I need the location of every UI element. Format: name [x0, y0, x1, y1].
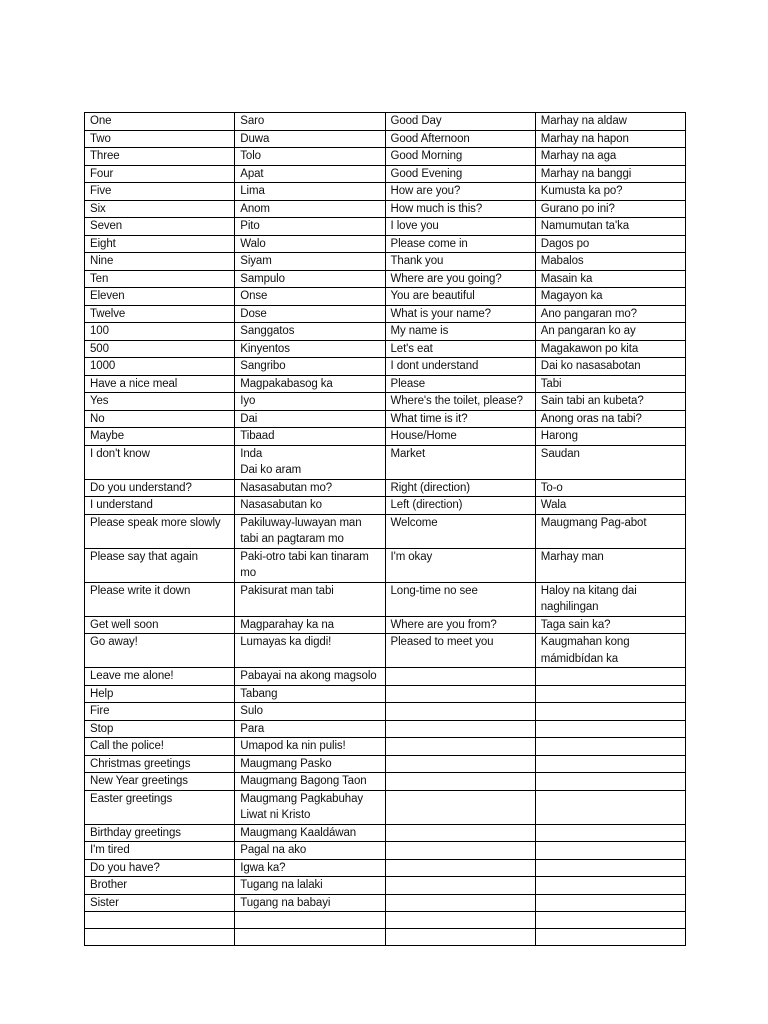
- table-cell: Maugmang Bagong Taon: [235, 773, 385, 791]
- table-cell: Saudan: [535, 445, 685, 479]
- table-cell: Eleven: [85, 288, 235, 306]
- table-cell: Good Evening: [385, 165, 535, 183]
- table-row: [85, 497, 686, 515]
- table-cell: Do you understand?: [85, 479, 235, 497]
- table-row: [85, 393, 686, 411]
- table-row: [85, 288, 686, 306]
- table-cell: [385, 773, 535, 791]
- table-cell: 500: [85, 340, 235, 358]
- table-cell: Fire: [85, 703, 235, 721]
- table-cell: Siyam: [235, 253, 385, 271]
- table-cell: Sanggatos: [235, 323, 385, 341]
- table-cell: Masain ka: [535, 270, 685, 288]
- table-row: [85, 428, 686, 446]
- table-cell: Ten: [85, 270, 235, 288]
- table-row: [85, 200, 686, 218]
- table-cell: To-o: [535, 479, 685, 497]
- table-cell: How much is this?: [385, 200, 535, 218]
- table-cell: Sister: [85, 894, 235, 912]
- table-cell: [535, 790, 685, 824]
- table-row: [85, 755, 686, 773]
- table-row: [85, 113, 686, 131]
- table-row: [85, 323, 686, 341]
- table-row: [85, 130, 686, 148]
- table-cell: [385, 894, 535, 912]
- table-cell: Marhay na hapon: [535, 130, 685, 148]
- table-row: [85, 235, 686, 253]
- table-cell: [385, 685, 535, 703]
- table-cell: [535, 685, 685, 703]
- table-cell: Dai: [235, 410, 385, 428]
- table-cell: Maugmang Pag-abot: [535, 514, 685, 548]
- table-cell: Where are you from?: [385, 616, 535, 634]
- table-cell: [385, 859, 535, 877]
- table-cell: Mabalos: [535, 253, 685, 271]
- table-cell: I'm okay: [385, 548, 535, 582]
- table-row: [85, 668, 686, 686]
- table-cell: Nasasabutan ko: [235, 497, 385, 515]
- table-cell: Two: [85, 130, 235, 148]
- table-cell: Walo: [235, 235, 385, 253]
- table-cell: Five: [85, 183, 235, 201]
- table-row: [85, 148, 686, 166]
- table-cell: Have a nice meal: [85, 375, 235, 393]
- table-row: [85, 929, 686, 946]
- table-cell: [535, 877, 685, 895]
- table-row: [85, 842, 686, 860]
- table-row: [85, 582, 686, 616]
- table-cell: [385, 703, 535, 721]
- table-cell: Please say that again: [85, 548, 235, 582]
- table-cell: [535, 738, 685, 756]
- table-row: [85, 165, 686, 183]
- table-cell: House/Home: [385, 428, 535, 446]
- table-cell: Wala: [535, 497, 685, 515]
- table-cell: Marhay man: [535, 548, 685, 582]
- table-cell: Para: [235, 720, 385, 738]
- table-row: [85, 877, 686, 895]
- table-cell: Kaugmahan kong mámidbídan ka: [535, 634, 685, 668]
- table-cell: Taga sain ka?: [535, 616, 685, 634]
- table-cell: Magpakabasog ka: [235, 375, 385, 393]
- table-cell: Stop: [85, 720, 235, 738]
- table-row: [85, 773, 686, 791]
- table-cell: Pleased to meet you: [385, 634, 535, 668]
- table-cell: [385, 929, 535, 946]
- table-cell: Maybe: [85, 428, 235, 446]
- table-cell: Good Day: [385, 113, 535, 131]
- table-cell: An pangaran ko ay: [535, 323, 685, 341]
- table-row: [85, 738, 686, 756]
- table-row: [85, 410, 686, 428]
- table-cell: Thank you: [385, 253, 535, 271]
- table-cell: Dai ko nasasabotan: [535, 358, 685, 376]
- table-cell: Onse: [235, 288, 385, 306]
- table-cell: [535, 859, 685, 877]
- table-cell: Let's eat: [385, 340, 535, 358]
- table-cell: Nine: [85, 253, 235, 271]
- table-cell: Right (direction): [385, 479, 535, 497]
- table-cell: Seven: [85, 218, 235, 236]
- table-row: [85, 479, 686, 497]
- table-row: [85, 790, 686, 824]
- table-cell: Where's the toilet, please?: [385, 393, 535, 411]
- table-cell: [235, 912, 385, 929]
- table-cell: Three: [85, 148, 235, 166]
- table-cell: Marhay na banggi: [535, 165, 685, 183]
- table-cell: Sangribo: [235, 358, 385, 376]
- table-cell: I understand: [85, 497, 235, 515]
- table-cell: [535, 755, 685, 773]
- phrase-table-body: [85, 113, 686, 946]
- table-cell: Anong oras na tabi?: [535, 410, 685, 428]
- table-cell: Tabi: [535, 375, 685, 393]
- table-cell: Eight: [85, 235, 235, 253]
- table-cell: Tolo: [235, 148, 385, 166]
- table-cell: 100: [85, 323, 235, 341]
- table-cell: Pakiluway-luwayan man tabi an pagtaram mo: [235, 514, 385, 548]
- table-row: [85, 514, 686, 548]
- table-cell: Long-time no see: [385, 582, 535, 616]
- table-cell: Market: [385, 445, 535, 479]
- table-cell: Tugang na lalaki: [235, 877, 385, 895]
- table-cell: You are beautiful: [385, 288, 535, 306]
- table-cell: How are you?: [385, 183, 535, 201]
- table-cell: Magakawon po kita: [535, 340, 685, 358]
- table-cell: Please write it down: [85, 582, 235, 616]
- table-cell: [85, 929, 235, 946]
- table-cell: Maugmang Pagkabuhay Liwat ni Kristo: [235, 790, 385, 824]
- table-row: [85, 358, 686, 376]
- table-cell: [535, 912, 685, 929]
- table-cell: Help: [85, 685, 235, 703]
- table-cell: [385, 842, 535, 860]
- table-row: [85, 253, 686, 271]
- table-cell: Tugang na babayi: [235, 894, 385, 912]
- table-cell: Left (direction): [385, 497, 535, 515]
- table-cell: I'm tired: [85, 842, 235, 860]
- table-cell: [385, 912, 535, 929]
- table-cell: Nasasabutan mo?: [235, 479, 385, 497]
- table-cell: Magparahay ka na: [235, 616, 385, 634]
- table-cell: Tabang: [235, 685, 385, 703]
- table-cell: Magayon ka: [535, 288, 685, 306]
- table-cell: Four: [85, 165, 235, 183]
- table-cell: One: [85, 113, 235, 131]
- table-row: [85, 634, 686, 668]
- table-cell: [385, 668, 535, 686]
- table-cell: Pabayai na akong magsolo: [235, 668, 385, 686]
- table-row: [85, 912, 686, 929]
- table-cell: What time is it?: [385, 410, 535, 428]
- table-row: [85, 616, 686, 634]
- table-cell: Get well soon: [85, 616, 235, 634]
- table-cell: Brother: [85, 877, 235, 895]
- table-cell: 1000: [85, 358, 235, 376]
- phrasebook-page: [84, 112, 685, 946]
- table-cell: Umapod ka nin pulis!: [235, 738, 385, 756]
- table-cell: I don't know: [85, 445, 235, 479]
- table-cell: Sampulo: [235, 270, 385, 288]
- table-cell: [535, 773, 685, 791]
- table-cell: [535, 929, 685, 946]
- table-cell: Maugmang Kaaldáwan: [235, 824, 385, 842]
- table-cell: Sulo: [235, 703, 385, 721]
- table-cell: Leave me alone!: [85, 668, 235, 686]
- table-cell: Haloy na kitang dai naghilingan: [535, 582, 685, 616]
- table-cell: Sain tabi an kubeta?: [535, 393, 685, 411]
- table-cell: [385, 790, 535, 824]
- table-row: [85, 270, 686, 288]
- table-cell: Easter greetings: [85, 790, 235, 824]
- table-cell: Birthday greetings: [85, 824, 235, 842]
- table-cell: No: [85, 410, 235, 428]
- table-cell: Pito: [235, 218, 385, 236]
- table-row: [85, 824, 686, 842]
- table-row: [85, 703, 686, 721]
- table-cell: Yes: [85, 393, 235, 411]
- table-cell: Christmas greetings: [85, 755, 235, 773]
- table-cell: Lima: [235, 183, 385, 201]
- table-cell: I dont understand: [385, 358, 535, 376]
- table-cell: [385, 755, 535, 773]
- table-cell: Ano pangaran mo?: [535, 305, 685, 323]
- table-cell: Iyo: [235, 393, 385, 411]
- table-row: [85, 340, 686, 358]
- table-cell: Saro: [235, 113, 385, 131]
- table-cell: Igwa ka?: [235, 859, 385, 877]
- table-cell: Please come in: [385, 235, 535, 253]
- table-cell: Good Afternoon: [385, 130, 535, 148]
- table-cell: Please speak more slowly: [85, 514, 235, 548]
- table-cell: Anom: [235, 200, 385, 218]
- table-cell: [385, 877, 535, 895]
- table-cell: Apat: [235, 165, 385, 183]
- table-cell: Pakisurat man tabi: [235, 582, 385, 616]
- table-row: [85, 548, 686, 582]
- table-cell: [385, 738, 535, 756]
- table-cell: [85, 912, 235, 929]
- table-cell: Paki-otro tabi kan tinaram mo: [235, 548, 385, 582]
- table-cell: I love you: [385, 218, 535, 236]
- phrase-table: [84, 112, 686, 946]
- table-cell: [535, 824, 685, 842]
- table-cell: New Year greetings: [85, 773, 235, 791]
- table-row: [85, 720, 686, 738]
- table-row: [85, 685, 686, 703]
- table-cell: [385, 720, 535, 738]
- table-cell: Twelve: [85, 305, 235, 323]
- table-cell: Dagos po: [535, 235, 685, 253]
- table-cell: Do you have?: [85, 859, 235, 877]
- table-cell: [235, 929, 385, 946]
- table-cell: Kumusta ka po?: [535, 183, 685, 201]
- table-row: [85, 218, 686, 236]
- table-cell: Pagal na ako: [235, 842, 385, 860]
- table-cell: [535, 668, 685, 686]
- table-row: [85, 305, 686, 323]
- table-cell: Dose: [235, 305, 385, 323]
- table-cell: Tibaad: [235, 428, 385, 446]
- table-cell: [535, 894, 685, 912]
- table-cell: Lumayas ka digdi!: [235, 634, 385, 668]
- table-cell: My name is: [385, 323, 535, 341]
- table-cell: Good Morning: [385, 148, 535, 166]
- table-cell: Please: [385, 375, 535, 393]
- table-cell: Inda Dai ko aram: [235, 445, 385, 479]
- table-cell: [535, 842, 685, 860]
- table-row: [85, 859, 686, 877]
- table-row: [85, 183, 686, 201]
- table-cell: Six: [85, 200, 235, 218]
- table-cell: What is your name?: [385, 305, 535, 323]
- table-row: [85, 445, 686, 479]
- table-cell: Marhay na aldaw: [535, 113, 685, 131]
- table-cell: Gurano po ini?: [535, 200, 685, 218]
- table-row: [85, 894, 686, 912]
- table-cell: Where are you going?: [385, 270, 535, 288]
- table-row: [85, 375, 686, 393]
- table-cell: Namumutan ta'ka: [535, 218, 685, 236]
- table-cell: [535, 720, 685, 738]
- table-cell: Maugmang Pasko: [235, 755, 385, 773]
- table-cell: [385, 824, 535, 842]
- table-cell: Kinyentos: [235, 340, 385, 358]
- table-cell: Welcome: [385, 514, 535, 548]
- table-cell: Duwa: [235, 130, 385, 148]
- table-cell: Marhay na aga: [535, 148, 685, 166]
- table-cell: Harong: [535, 428, 685, 446]
- table-cell: Go away!: [85, 634, 235, 668]
- table-cell: [535, 703, 685, 721]
- table-cell: Call the police!: [85, 738, 235, 756]
